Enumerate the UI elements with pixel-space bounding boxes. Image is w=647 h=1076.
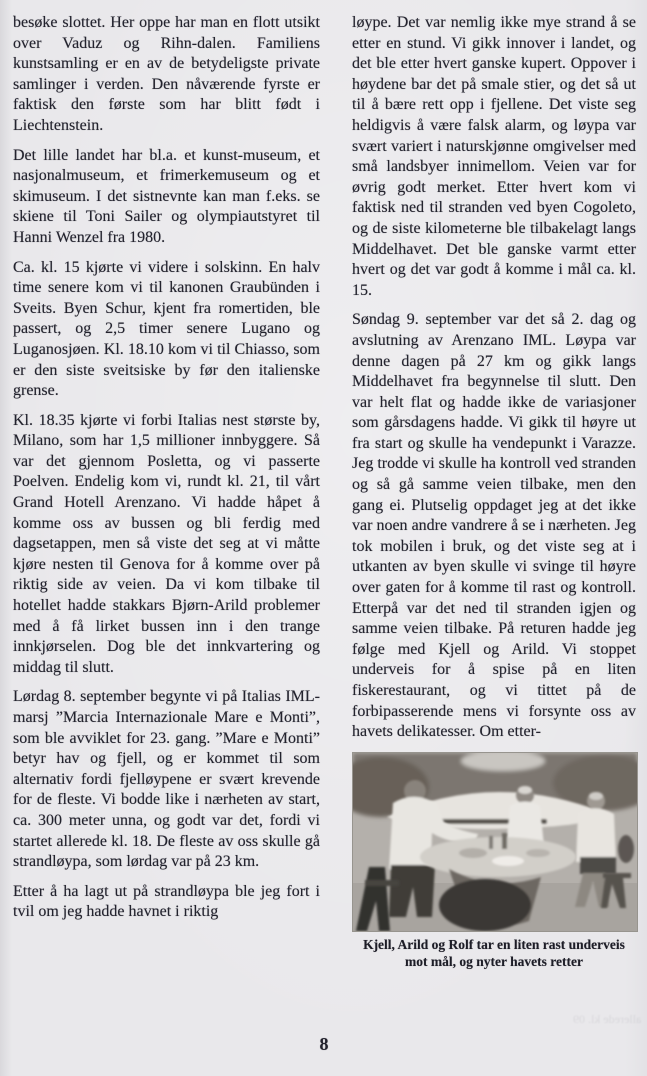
paragraph-loype: løype. Det var nemlig ikke mye strand å se etter en stund. Vi gikk innover i landet, og det ble etter hvert ganske kupert. Oppover i høydene bar det på smale stier, og det så ut til å bære rett opp i fjellene. Det viste seg heldigvis å være falsk alarm, og løypa var svært variert i naturskjønne omgivelser med små landsbyer innimellom. Veien var for øvrig godt merket. Etter hvert kom vi faktisk ned til stranden ved byen Cogoleto, og de siste kilometerne ble tilbakelagt langs Middelhavet. Det ble ganske varmt etter hvert og det var godt å komme i mål ca. kl. 15. bbox=[352, 14, 636, 299]
paragraph-etter-a-ha-lagt-ut: Etter å ha lagt ut på strandløypa ble jeg fort i tvil om jeg hadde havnet i riktig bbox=[13, 882, 320, 921]
paragraph-besoke-slottet: besøke slottet. Her oppe har man en flott utsikt over Vaduz og Rihn-dalen. Familiens kunstsamling er en av de betydeligste private samlinger i verden. Den nåværende fyrste er faktisk den første som har blitt født i Liechtenstein. bbox=[13, 14, 320, 134]
paragraph-det-lille-landet: Det lille landet har bl.a. et kunst-museum, et nasjonalmuseum, et frimerkemuseum og et skimuseum. I det sistnevnte kan man f.eks. se skiene til Toni Sailer og olympiautstyret til Hanni Wenzel fra 1980. bbox=[13, 146, 320, 246]
show-through-text: allerede kl. 09 bbox=[572, 1012, 641, 1026]
photo-caption-line1: Kjell, Arild og Rolf tar en liten rast underveis bbox=[363, 936, 625, 952]
photo-three-men-at-table bbox=[352, 752, 638, 932]
page-number: 8 bbox=[319, 1034, 329, 1054]
left-column bbox=[13, 13, 320, 932]
paragraph-lordag-8-september: Lørdag 8. september begynte vi på Italias IML-marsj ”Marcia Internazionale Mare e Monti”, som ble avviklet for 23. gang. ”Mare e Monti” betyr hav og fjell, og er kommet til som alternativ fordi fjelløypene er svært krevende for de fleste. Vi bodde like i nærheten av start, ca. 300 meter unna, og godt var det, fordi vi startet allerede kl. 18. De fleste av oss skulle gå strandløypa, som lørdag var på 23 km. bbox=[13, 688, 320, 871]
right-column bbox=[352, 13, 636, 970]
paragraph-kl-1835: Kl. 18.35 kjørte vi forbi Italias nest største by, Milano, som har 1,5 millioner innbyggere. Så var det gjennom Posletta, og vi passerte Poelven. Endelig kom vi, rundt kl. 21, til vårt Grand Hotell Arenzano. Vi hadde håpet å komme oss av bussen og bli ferdig med dagsetappen, men så viste det seg at vi måtte kjøre nesten til Genova for å komme over på riktig side av veien. Da vi kom tilbake til hotellet hadde stakkars Bjørn-Arild problemer med å få lirket bussen inn i den trange innkjørselen. Dog ble det innkvartering og middag til slutt. bbox=[13, 411, 320, 676]
paragraph-ca-kl-15: Ca. kl. 15 kjørte vi videre i solskinn. En halv time senere kom vi til kanonen Graubünden i Sveits. Byen Schur, kjent fra romertiden, ble passert, og 2,5 timer senere Lugano og Luganosjøen. Kl. 18.10 kom vi til Chiasso, som er den siste sveitsiske by før den italienske grense. bbox=[13, 258, 320, 400]
paragraph-sondag-9-september: Søndag 9. september var det så 2. dag og avslutning av Arenzano IML. Løypa var denne dagen på 27 km og gikk langs Middelhavet fra begynnelse til slutt. Den var helt flat og hadde ikke de variasjoner som gårsdagens hadde. Vi gikk til høyre ut fra start og skulle ha vendepunkt i Varazze. Jeg trodde vi skulle ha kontroll ved stranden og så gå samme veien tilbake, men den gang ei. Plutselig oppdaget jeg at det ikke var noen andre vandrere å se i nærheten. Jeg tok mobilen i bruk, og det viste seg at i utkanten av byen skulle vi svinge til høyre over gaten for å komme til rast og kontroll. Etterpå var det ned til stranden igjen og samme veien tilbake. På returen hadde jeg følge med Kjell og Arild. Vi stoppet underveis for å spise på en liten fiskerestaurant, og vi tittet på de forbipasserende mens vi forsynte oss av havets delikatesser. Om etter- bbox=[352, 311, 636, 741]
photo-caption-line2: mot mål, og nyter havets retter bbox=[405, 953, 583, 969]
photo-figure bbox=[352, 752, 636, 970]
photo-caption bbox=[352, 936, 636, 970]
